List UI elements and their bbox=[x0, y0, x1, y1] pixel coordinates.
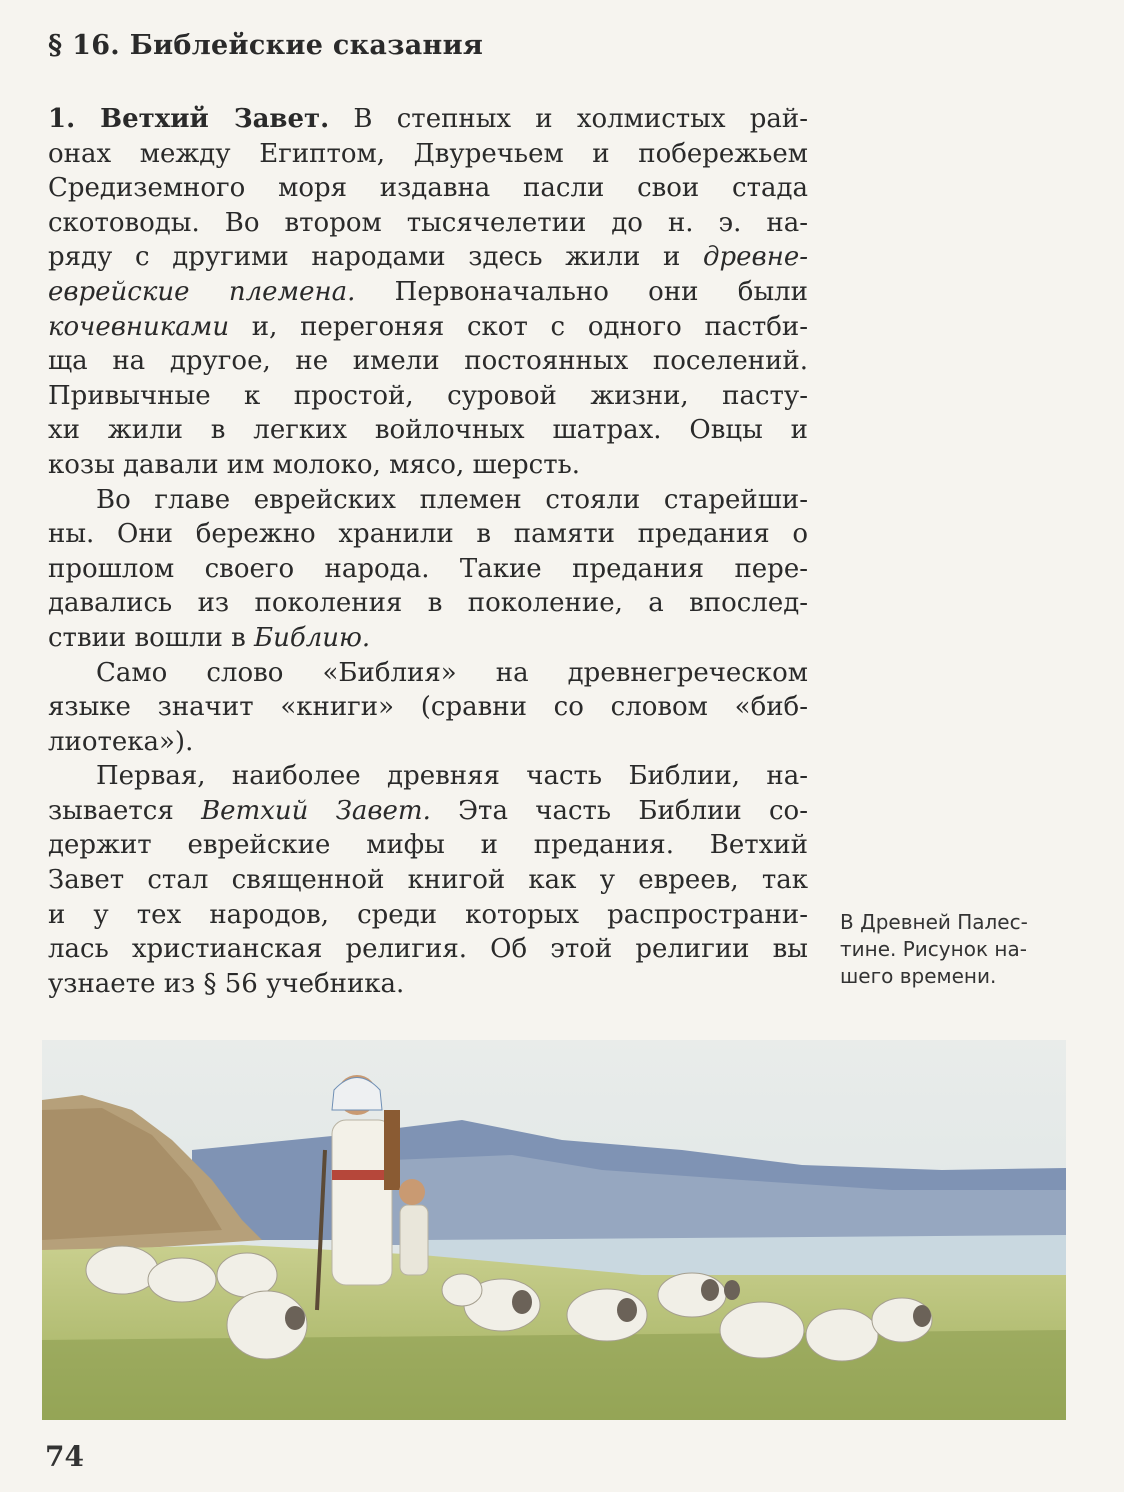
text-run: ряду с другими народами здесь жили и bbox=[48, 242, 704, 273]
text-run: узнаете из § 56 учебника. bbox=[48, 968, 405, 999]
text-run: языке значит «книги» (сравни со словом «биб- bbox=[48, 692, 808, 723]
text-run: хи жили в легких войлочных шатрах. Овцы и bbox=[48, 415, 808, 446]
text-run: Завет стал священной книгой как у евреев, так bbox=[48, 865, 808, 896]
text-run: ствии вошли в bbox=[48, 622, 254, 653]
italic-run: кочевниками bbox=[48, 311, 230, 342]
text-line bbox=[48, 379, 808, 414]
text-line bbox=[48, 275, 808, 310]
illustration-shepherd-with-sheep bbox=[42, 1040, 1066, 1420]
text-line bbox=[48, 898, 808, 933]
text-line bbox=[48, 586, 808, 621]
text-run: Первоначально они были bbox=[355, 276, 808, 307]
section-heading: § 16. Библейские сказания bbox=[48, 30, 484, 61]
text-run: давались из поколения в поколение, а впослед- bbox=[48, 588, 808, 619]
text-line bbox=[48, 863, 808, 898]
text-line bbox=[48, 240, 808, 275]
text-run: и, перегоняя скот с одного пастби- bbox=[229, 311, 808, 342]
caption-line: шего времени. bbox=[840, 964, 997, 988]
text-line bbox=[48, 656, 808, 691]
text-run: онах между Египтом, Двуречьем и побережьем bbox=[48, 138, 808, 169]
text-run: лиотека»). bbox=[48, 726, 194, 757]
text-run: Первая, наиболее древняя часть Библии, на- bbox=[96, 761, 808, 792]
italic-run: еврейские племена. bbox=[48, 276, 356, 307]
illustration-caption bbox=[840, 909, 1090, 990]
text-run: ны. Они бережно хранили в памяти предания о bbox=[48, 519, 808, 550]
text-run: скотоводы. Во втором тысячелетии до н. э. на- bbox=[48, 207, 808, 238]
text-line bbox=[48, 690, 808, 725]
bold-run: 1. Ветхий Завет. bbox=[48, 104, 330, 134]
text-line bbox=[48, 967, 808, 1002]
text-line bbox=[48, 552, 808, 587]
text-line bbox=[48, 344, 808, 379]
text-line bbox=[48, 621, 808, 656]
text-line bbox=[48, 102, 808, 137]
text-run: держит еврейские мифы и предания. Ветхий bbox=[48, 830, 808, 861]
caption-line: тине. Рисунок на- bbox=[840, 937, 1027, 961]
text-run: Привычные к простой, суровой жизни, пасту- bbox=[48, 380, 808, 411]
text-run: лась христианская религия. Об этой религии вы bbox=[48, 934, 808, 965]
text-line bbox=[48, 725, 808, 760]
text-run: козы давали им молоко, мясо, шерсть. bbox=[48, 449, 581, 480]
text-line bbox=[48, 310, 808, 345]
text-line bbox=[48, 759, 808, 794]
page-number: 74 bbox=[45, 1440, 84, 1473]
text-run: Эта часть Библии со- bbox=[430, 795, 808, 826]
text-run: Само слово «Библия» на древнегреческом bbox=[96, 657, 808, 688]
text-run: Во главе еврейских племен стояли старейши- bbox=[96, 484, 808, 515]
text-line bbox=[48, 483, 808, 518]
text-run: зывается bbox=[48, 795, 202, 826]
text-line bbox=[48, 206, 808, 241]
text-run: ща на другое, не имели постоянных поселений. bbox=[48, 346, 808, 377]
text-line bbox=[48, 171, 808, 206]
text-line bbox=[48, 517, 808, 552]
text-run: В степных и холмистых рай- bbox=[329, 104, 809, 134]
text-line bbox=[48, 413, 808, 448]
text-line bbox=[48, 932, 808, 967]
text-line bbox=[48, 794, 808, 829]
text-line bbox=[48, 448, 808, 483]
italic-run: Ветхий Завет. bbox=[201, 795, 431, 826]
body-text bbox=[48, 102, 808, 1001]
italic-run: древне- bbox=[703, 242, 808, 273]
text-line bbox=[48, 828, 808, 863]
text-run: Средиземного моря издавна пасли свои стада bbox=[48, 173, 808, 204]
text-run: прошлом своего народа. Такие предания пере- bbox=[48, 553, 808, 584]
caption-line: В Древней Палес- bbox=[840, 910, 1028, 934]
italic-run: Библию. bbox=[253, 622, 371, 653]
text-run: и у тех народов, среди которых распространи- bbox=[48, 899, 808, 930]
text-line bbox=[48, 137, 808, 172]
